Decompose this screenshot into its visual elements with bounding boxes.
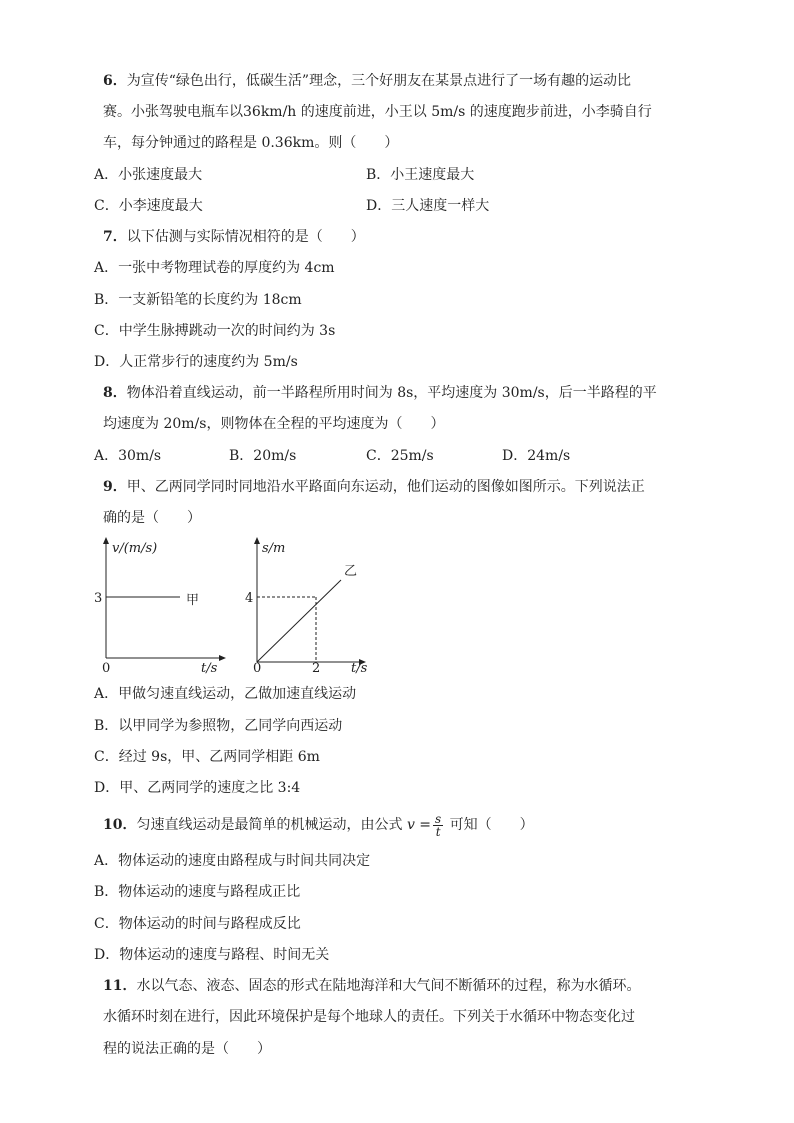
vt-y-label: v/(m/s) (112, 541, 158, 556)
q10-formula-denominator: t (435, 824, 441, 839)
q9-number: 9． (103, 479, 127, 495)
vt-series-name: 甲 (186, 593, 200, 608)
q11-text-1: 水以气态、液态、固态的形式在陆地海洋和大气间不断循环的过程，称为水循环。 (136, 978, 641, 994)
q11-line-1 (103, 976, 640, 996)
q9-option-a: A．甲做匀速直线运动，乙做加速直线运动 (94, 686, 357, 702)
q10-option-b: B．物体运动的速度与路程成正比 (94, 884, 301, 900)
q7-option-a: A．一张中考物理试卷的厚度约为 4cm (94, 260, 335, 276)
q11-line-2: 水循环时刻在进行，因此环境保护是每个地球人的责任。下列关于水循环中物态变化过 (103, 1009, 635, 1025)
q7-text-1: 以下估测与实际情况相符的是（ ） (126, 229, 365, 245)
q7-option-b: B．一支新铅笔的长度约为 18cm (94, 292, 302, 308)
q9-option-c: C．经过 9s，甲、乙两同学相距 6m (94, 749, 320, 765)
q6-option-c: C．小李速度最大 (94, 198, 203, 214)
st-series-name: 乙 (344, 564, 358, 579)
st-series-line (257, 580, 341, 662)
q10-text-pre: 匀速直线运动是最简单的机械运动，由公式 (136, 817, 407, 833)
st-x-tick: 2 (312, 661, 321, 676)
vt-x-label: t/s (201, 661, 218, 676)
q8-option-a: A．30m/s (94, 448, 162, 464)
q10-option-c: C．物体运动的时间与路程成反比 (94, 916, 301, 932)
q9-option-d: D．甲、乙两同学的速度之比 3:4 (94, 780, 301, 796)
q8-option-d: D．24m/s (502, 448, 571, 464)
q10-line-1 (103, 810, 534, 840)
q11-number: 11． (103, 978, 137, 994)
q8-text-1: 物体沿着直线运动，前一半路程所用时间为 8s，平均速度为 30m/s，后一半路程的平 (126, 385, 657, 401)
q6-text-1: 为宣传“绿色出行，低碳生活”理念，三个好朋友在某景点进行了一场有趣的运动比 (126, 73, 632, 89)
st-x-label: t/s (351, 661, 368, 676)
q6-option-b: B．小王速度最大 (366, 167, 475, 183)
q8-number: 8． (103, 385, 127, 401)
vt-y-tick: 3 (94, 591, 103, 606)
q9-graphs (88, 535, 388, 680)
st-y-label: s/m (262, 541, 286, 556)
vt-graph (94, 540, 223, 676)
q7-line-1 (103, 227, 365, 247)
q10-formula-fraction (433, 813, 443, 838)
q8-line-2: 均速度为 20m/s，则物体在全程的平均速度为（ ） (103, 416, 445, 432)
vt-origin: 0 (102, 661, 111, 676)
q9-line-1 (103, 477, 645, 497)
q6-line-2: 赛。小张驾驶电瓶车以36km/h 的速度前进，小王以 5m/s 的速度跑步前进，小李骑自行 (103, 104, 652, 120)
st-graph (245, 540, 368, 676)
q11-line-3: 程的说法正确的是（ ） (103, 1041, 271, 1057)
q9-option-b: B．以甲同学为参照物，乙同学向西运动 (94, 718, 343, 734)
q10-option-a: A．物体运动的速度由路程成与时间共同决定 (94, 853, 371, 869)
q10-number: 10． (103, 817, 137, 833)
q6-line-1 (103, 71, 631, 91)
q9-text-1: 甲、乙两同学同时同地沿水平路面向东运动，他们运动的图像如图所示。下列说法正 (126, 479, 645, 495)
q10-option-d: D．物体运动的速度与路程、时间无关 (94, 947, 330, 963)
q10-text-post: 可知（ ） (445, 817, 534, 833)
q10-formula-lhs: v = (406, 817, 432, 833)
q7-option-c: C．中学生脉搏跳动一次的时间约为 3s (94, 323, 336, 339)
q8-option-b: B．20m/s (229, 448, 297, 464)
q8-option-c: C．25m/s (366, 448, 434, 464)
q9-line-2: 确的是（ ） (103, 510, 201, 526)
q6-line-3: 车，每分钟通过的路程是 0.36km。则（ ） (103, 135, 399, 151)
q6-option-d: D．三人速度一样大 (366, 198, 490, 214)
q6-option-a: A．小张速度最大 (94, 167, 203, 183)
st-y-tick: 4 (245, 591, 254, 606)
q10-formula-numerator: s (435, 811, 442, 826)
q7-number: 7． (103, 229, 127, 245)
q8-line-1 (103, 383, 657, 403)
q6-number: 6． (103, 73, 127, 89)
q7-option-d: D．人正常步行的速度约为 5m/s (94, 354, 298, 370)
st-origin: 0 (253, 661, 262, 676)
